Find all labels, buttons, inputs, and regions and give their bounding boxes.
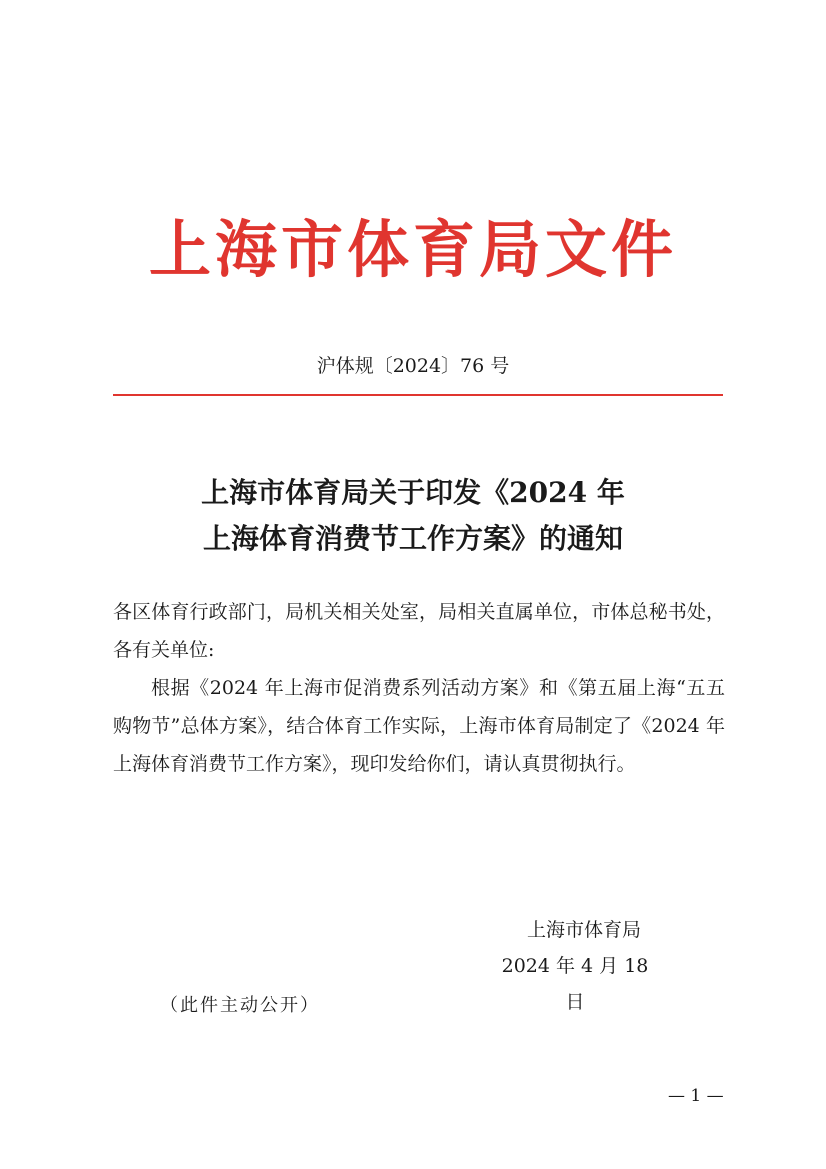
issue-date: 2024 年 4 月 18 日 [501,955,649,1013]
body-paragraph: 根据《2024 年上海市促消费系列活动方案》和《第五届上海“五五购物节”总体方案》，结合体育工作实际，上海市体育局制定了《2024 年上海体育消费节工作方案》，现印发给你们，请认真贯彻执行。 [113,677,725,775]
red-divider-line [113,394,723,396]
disclosure-note: （此件主动公开） [160,995,320,1016]
signature-block [490,912,660,1020]
document-title [0,470,826,562]
agency-header-title: 上海市体育局文件 [148,213,677,286]
document-number: 沪体规〔2024〕76 号 [316,355,510,377]
issuer-name: 上海市体育局 [526,919,641,941]
document-title-line-1: 上海市体育局关于印发《2024 年 [201,476,625,509]
document-title-line-2: 上海体育消费节工作方案》的通知 [202,522,623,555]
recipients-paragraph: 各区体育行政部门，局机关相关处室，局相关直属单位，市体总秘书处，各有关单位: [113,601,725,661]
document-body [113,593,725,783]
page-number: — 1 — [668,1086,724,1106]
